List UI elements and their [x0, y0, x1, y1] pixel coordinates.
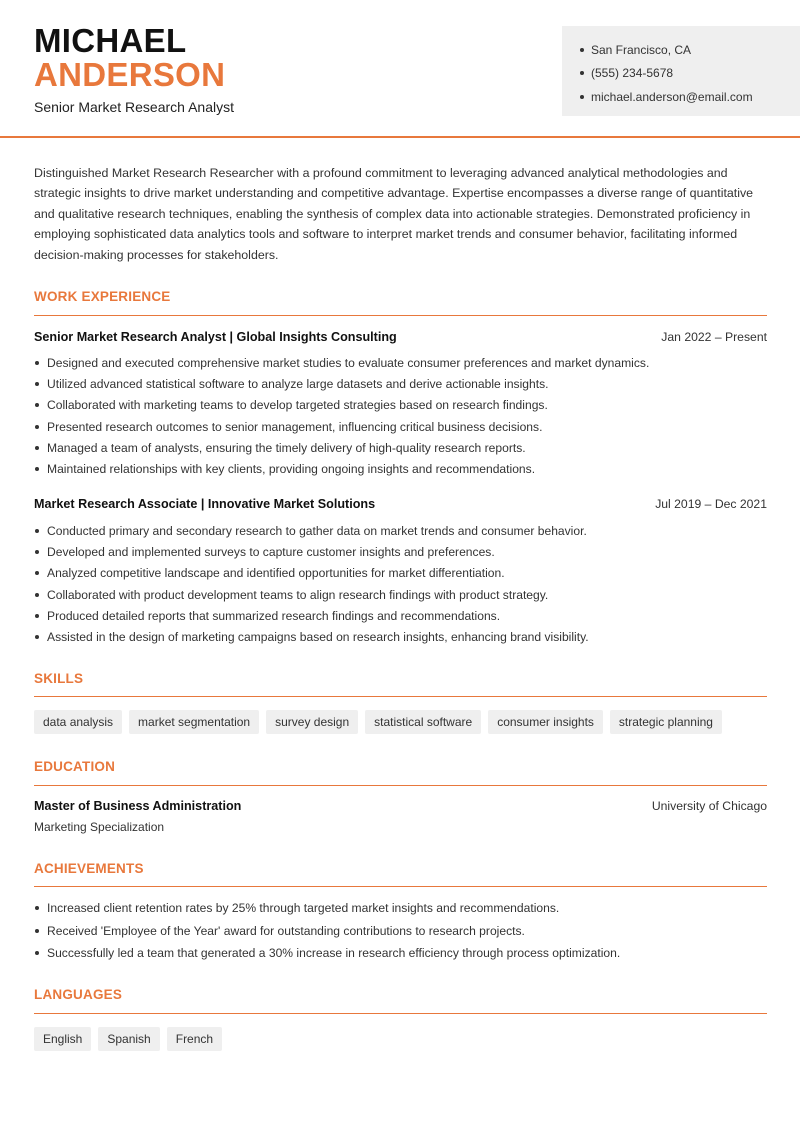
list-item: Managed a team of analysts, ensuring the timely delivery of high-quality research reports.: [34, 437, 774, 458]
list-item: Designed and executed comprehensive market studies to evaluate consumer preferences and market dynamics.: [34, 352, 774, 373]
achievements-list: [34, 897, 774, 965]
skill-tag: strategic planning: [610, 710, 722, 734]
job-dates: Jan 2022 – Present: [661, 330, 767, 344]
bullet-icon: [35, 550, 39, 554]
bullet-icon: [580, 71, 584, 75]
list-item: Analyzed competitive landscape and identified opportunities for market differentiation.: [34, 563, 774, 584]
first-name: MICHAEL: [34, 22, 187, 59]
bullet-icon: [35, 571, 39, 575]
section-title-education: EDUCATION: [34, 759, 116, 774]
skill-tag: data analysis: [34, 710, 122, 734]
list-item: Maintained relationships with key clients, providing ongoing insights and recommendations.: [34, 458, 774, 479]
job-role: Market Research Associate | Innovative Market Solutions: [34, 497, 376, 511]
section-divider: [34, 1013, 767, 1014]
section-divider: [34, 785, 767, 786]
bullet-icon: [35, 614, 39, 618]
language-tag: English: [34, 1027, 91, 1051]
bullet-icon: [35, 403, 39, 407]
degree: Master of Business Administration: [34, 799, 242, 813]
bullet-icon: [35, 593, 39, 597]
bullet-icon: [35, 635, 39, 639]
list-item: Assisted in the design of marketing campaigns based on research insights, enhancing brand visibility.: [34, 626, 774, 647]
list-item: Developed and implemented surveys to capture customer insights and preferences.: [34, 541, 774, 562]
language-tag: Spanish: [98, 1027, 159, 1051]
job-title: Senior Market Research Analyst: [34, 99, 234, 115]
bullet-icon: [35, 529, 39, 533]
skills-list: [34, 710, 722, 734]
contact-phone: [580, 62, 800, 86]
skill-tag: consumer insights: [488, 710, 603, 734]
list-item: Collaborated with product development teams to align research findings with product strategy.: [34, 584, 774, 605]
section-title-skills: SKILLS: [34, 671, 84, 686]
section-title-achievements: ACHIEVEMENTS: [34, 861, 144, 876]
education-header: [34, 799, 767, 813]
section-divider: [34, 315, 767, 316]
bullet-icon: [35, 361, 39, 365]
school: University of Chicago: [651, 799, 767, 813]
specialization: Marketing Specialization: [34, 820, 165, 834]
section-title-languages: LANGUAGES: [34, 987, 123, 1002]
job-bullets: [34, 520, 774, 648]
resume-header: [0, 0, 800, 138]
job-bullets: [34, 352, 774, 480]
bullet-icon: [35, 446, 39, 450]
section-title-work: WORK EXPERIENCE: [34, 289, 171, 304]
list-item: Increased client retention rates by 25% through targeted market insights and recommendations.: [34, 897, 774, 920]
skill-tag: survey design: [266, 710, 358, 734]
bullet-icon: [35, 929, 39, 933]
language-tag: French: [167, 1027, 222, 1051]
list-item: Conducted primary and secondary research to gather data on market trends and consumer behavior.: [34, 520, 774, 541]
contact-location: [580, 38, 800, 62]
skill-tag: statistical software: [365, 710, 481, 734]
section-divider: [34, 886, 767, 887]
bullet-icon: [35, 951, 39, 955]
job-dates: Jul 2019 – Dec 2021: [655, 497, 767, 511]
job-header: [34, 330, 767, 344]
bullet-icon: [580, 95, 584, 99]
last-name: ANDERSON: [34, 56, 226, 93]
contact-email: [580, 85, 800, 109]
job-header: [34, 497, 767, 511]
languages-list: [34, 1027, 222, 1051]
bullet-icon: [35, 906, 39, 910]
location-text: San Francisco, CA: [591, 42, 692, 57]
skill-tag: market segmentation: [129, 710, 259, 734]
job-role: Senior Market Research Analyst | Global Insights Consulting: [34, 330, 397, 344]
bullet-icon: [580, 48, 584, 52]
list-item: Utilized advanced statistical software to analyze large datasets and derive actionable insights.: [34, 373, 774, 394]
bullet-icon: [35, 467, 39, 471]
professional-summary: Distinguished Market Research Researcher with a profound commitment to leveraging advanced analytical methodologies and strategic insights to drive market understanding and competitive advantage. Expertise encompasses a diverse range of quantitative and qualitative research techniques, enabling the synthesis of complex data into actionable strategies. Demonstrated proficiency in employing sophisticated data analytics tools and software to interpret market trends and consumer behavior, facilitating informed decision-making processes for stakeholders.: [34, 166, 754, 262]
contact-box: [562, 26, 800, 116]
list-item: Produced detailed reports that summarized research findings and recommendations.: [34, 605, 774, 626]
list-item: Received 'Employee of the Year' award for outstanding contributions to research projects.: [34, 920, 774, 943]
phone-text: (555) 234-5678: [591, 66, 674, 81]
bullet-icon: [35, 425, 39, 429]
list-item: Presented research outcomes to senior management, influencing critical business decisions.: [34, 416, 774, 437]
list-item: Collaborated with marketing teams to develop targeted strategies based on research findings.: [34, 395, 774, 416]
bullet-icon: [35, 382, 39, 386]
section-divider: [34, 696, 767, 697]
email-text: michael.anderson@email.com: [591, 89, 753, 104]
list-item: Successfully led a team that generated a 30% increase in research efficiency through process optimization.: [34, 942, 774, 965]
